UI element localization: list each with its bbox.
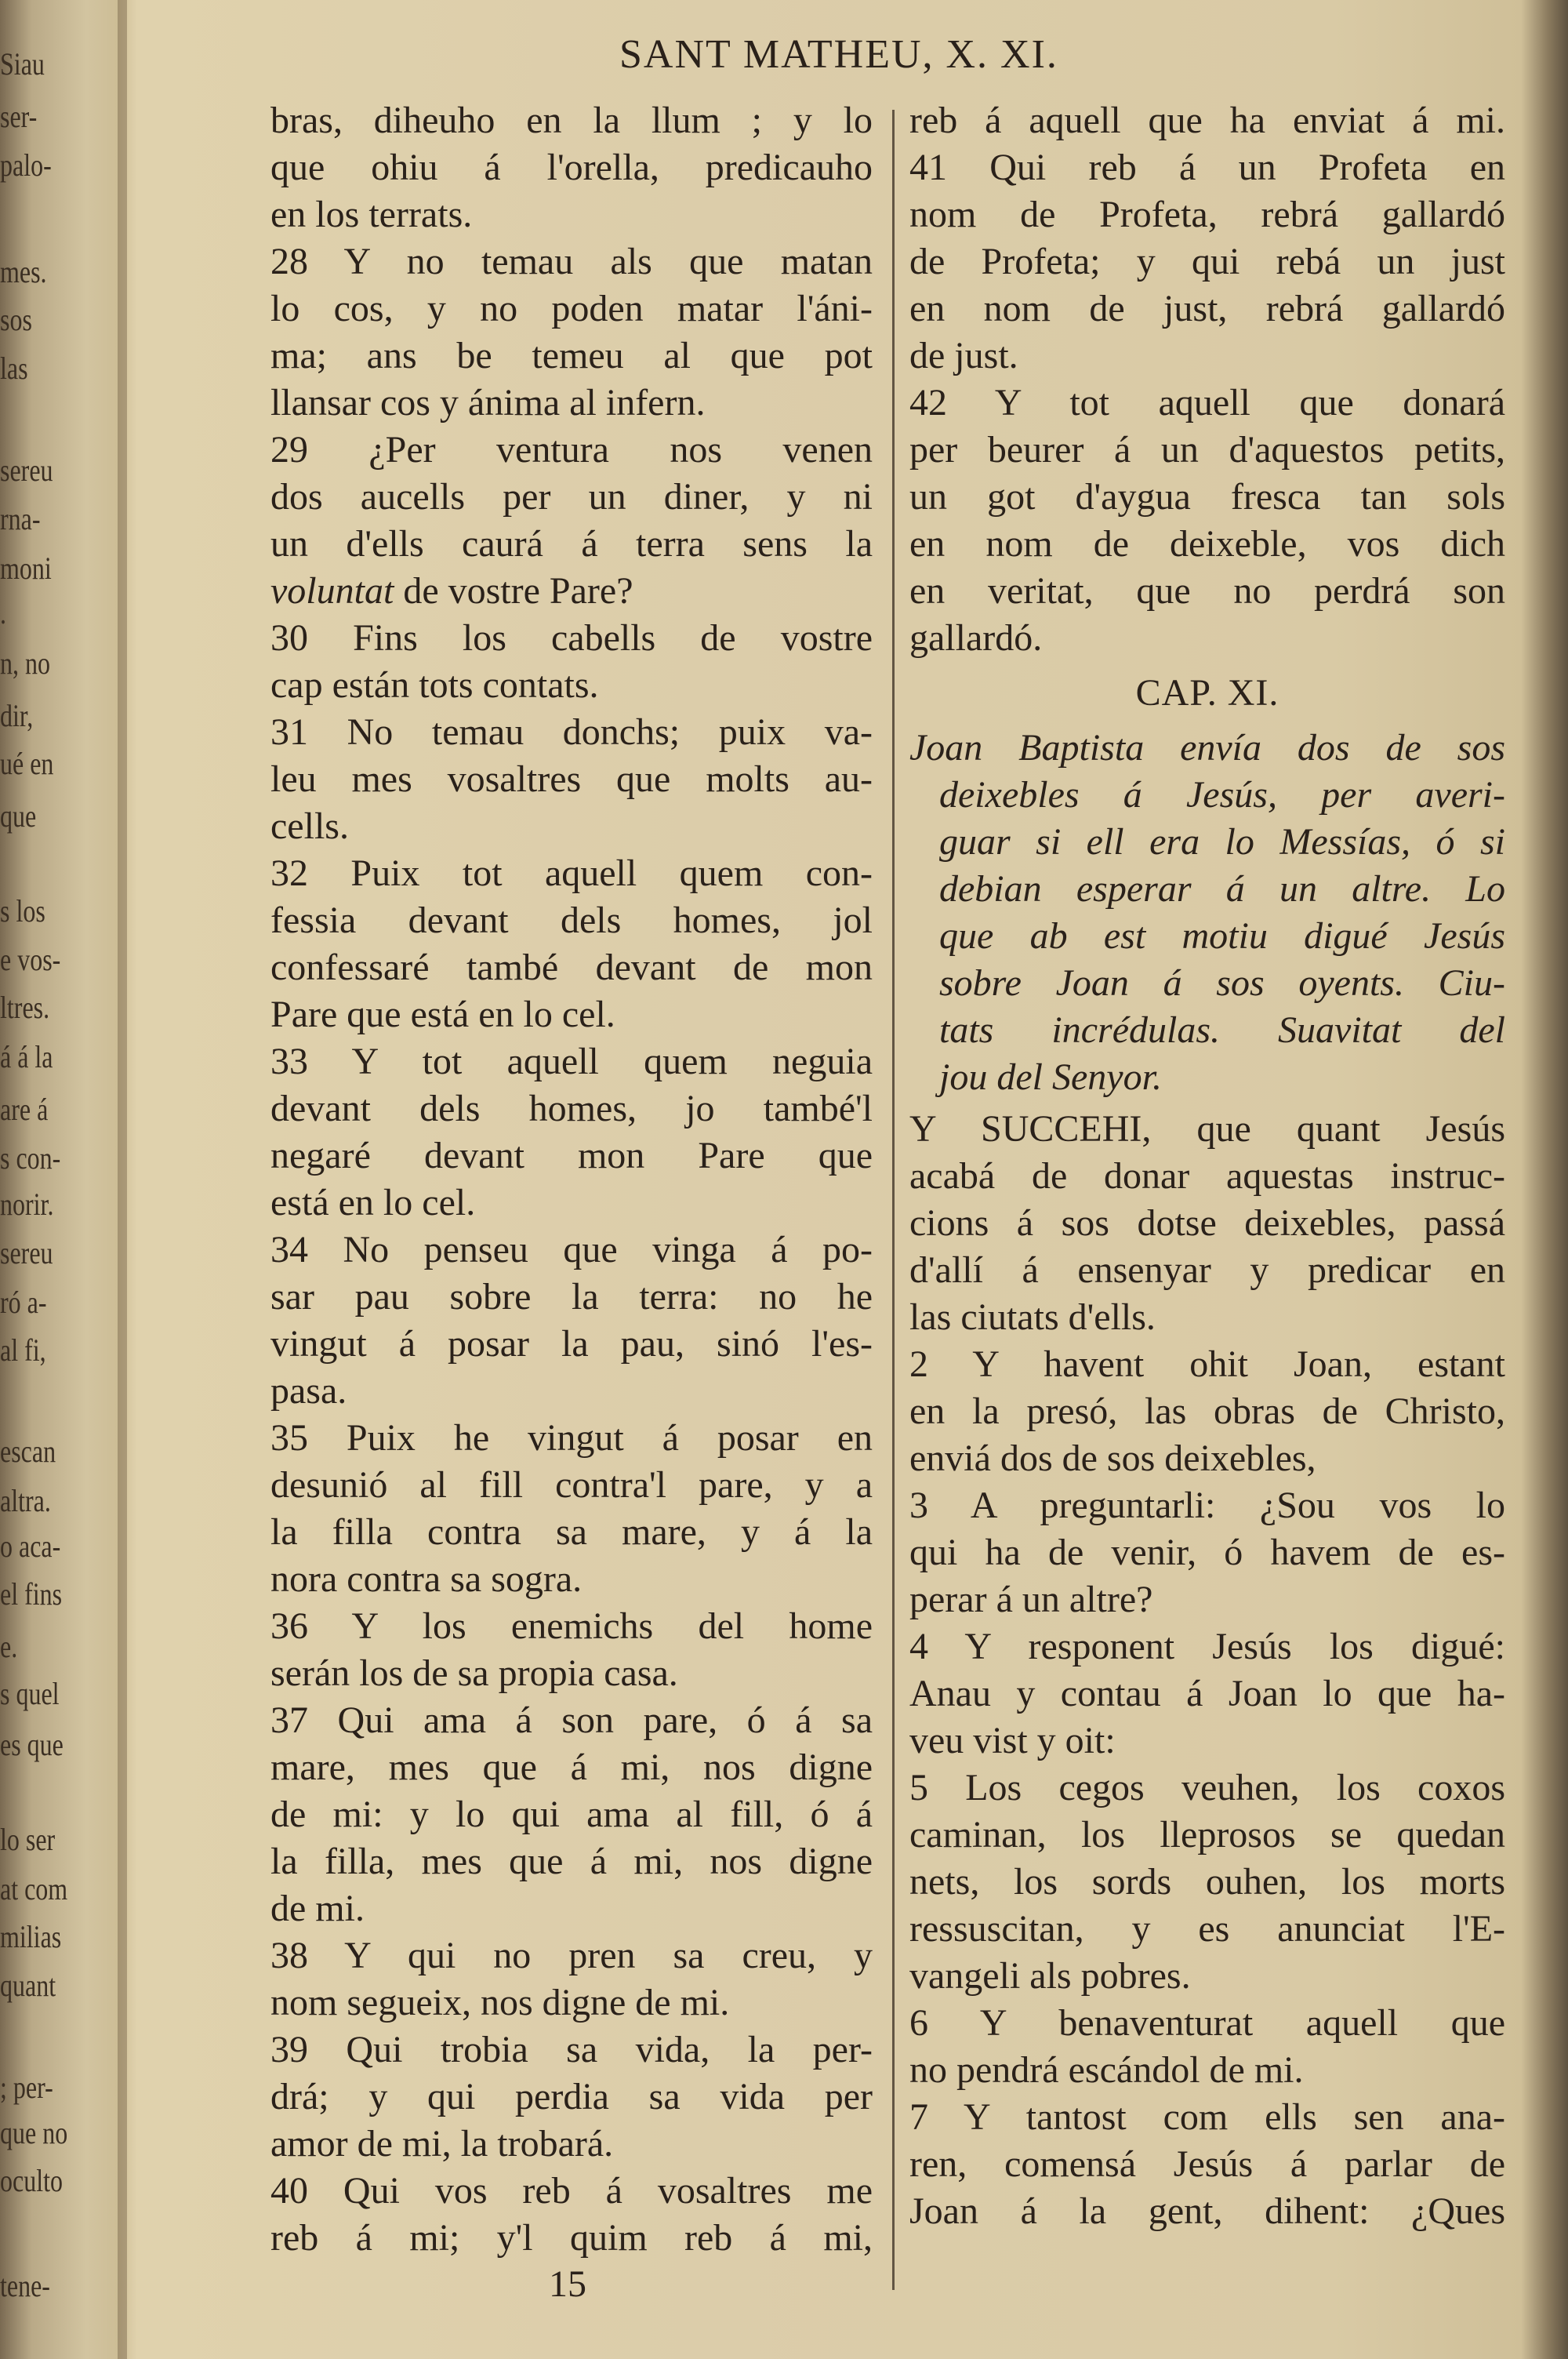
text-line: 4 Y responent Jesús los digué: [909, 1626, 1505, 1667]
facing-page-fragment: o aca- [0, 1528, 61, 1564]
text-line: de Profeta; y qui rebá un just [909, 241, 1505, 282]
text-line: nom de Profeta, rebrá gallardó [909, 194, 1505, 235]
summary-line: sobre Joan á sos oyents. Ciu- [939, 962, 1505, 1004]
facing-page-fragment: s con- [0, 1140, 61, 1176]
binding-shadow [118, 0, 127, 2359]
text-line: fessia devant dels homes, jol [270, 900, 873, 941]
text-line: llansar cos y ánima al infern. [270, 382, 706, 423]
text-line: 42 Y tot aquell que donará [909, 382, 1505, 423]
facing-page-fragment: at com [0, 1870, 68, 1906]
facing-page-fragment: tene- [0, 2268, 50, 2304]
text-line: serán los de sa propia casa. [270, 1652, 678, 1694]
facing-page-fragment: dir, [0, 697, 34, 733]
summary-line: guar si ell era lo Messías, ó si [939, 821, 1505, 863]
facing-page-fragment: ué en [0, 746, 54, 782]
text-line: en nom de deixeble, vos dich [909, 523, 1505, 565]
text-line: 36 Y los enemichs del home [270, 1605, 873, 1647]
facing-page-fragment: milias [0, 1919, 62, 1955]
summary-line: jou del Senyor. [939, 1056, 1162, 1098]
facing-page-fragment: mes. [0, 253, 47, 289]
text-line: 35 Puix he vingut á posar en [270, 1417, 873, 1459]
facing-page-fragment: moni [0, 550, 52, 586]
text-line: 33 Y tot aquell quem neguia [270, 1041, 873, 1082]
text-line: drá; y qui perdia sa vida per [270, 2076, 873, 2117]
italic-word: voluntat [270, 570, 394, 612]
facing-page-fragment: es que [0, 1726, 64, 1762]
text-line: en la presó, las obras de Christo, [909, 1390, 1505, 1432]
summary-line: que ab est motiu digué Jesús [939, 915, 1505, 957]
text-line: nora contra sa sogra. [270, 1558, 583, 1600]
facing-page-fragment: ; per- [0, 2070, 53, 2106]
facing-page-fragment: are á [0, 1092, 49, 1128]
text-line: en nom de just, rebrá gallardó [909, 288, 1505, 329]
text-line: cions á sos dotse deixebles, passá [909, 1202, 1505, 1244]
facing-page-fragment: sereu [0, 453, 53, 489]
facing-page-fragment: sereu [0, 1234, 53, 1270]
facing-page-fragment: á á la [0, 1039, 53, 1075]
facing-page-fragment: sos [0, 302, 32, 338]
text-line: las ciutats d'ells. [909, 1296, 1156, 1338]
facing-page-fragment: ser- [0, 99, 38, 135]
facing-page-fragment: las [0, 350, 28, 386]
facing-page-fragment: rna- [0, 500, 41, 536]
summary-line: deixebles á Jesús, per averi- [939, 774, 1505, 816]
summary-line: debian esperar á un altre. Lo [939, 868, 1505, 910]
summary-line: Joan Baptista envía dos de sos [909, 727, 1505, 769]
text-line: está en lo cel. [270, 1182, 476, 1223]
facing-page-fragment: e vos- [0, 941, 61, 977]
text-line: dos aucells per un diner, y ni [270, 476, 873, 518]
running-title: SANT MATHEU, X. XI. [619, 32, 1058, 77]
facing-page-fragment: altra. [0, 1483, 51, 1518]
text-span: de vostre Pare? [394, 570, 633, 612]
text-line: 3 A preguntarli: ¿Sou vos lo [909, 1485, 1505, 1526]
text-line: cells. [270, 805, 349, 847]
facing-page-fragment: ró a- [0, 1284, 47, 1320]
text-line: un got d'aygua fresca tan sols [909, 476, 1505, 518]
text-line: pasa. [270, 1370, 347, 1412]
page-number: 15 [549, 2263, 586, 2305]
text-line: ren, comensá Jesús á parlar de [909, 2143, 1505, 2185]
text-line: vangeli als pobres. [909, 1955, 1191, 1997]
text-line: 40 Qui vos reb á vosaltres me [270, 2170, 873, 2212]
column-divider [892, 110, 895, 2290]
text-line: 28 Y no temau als que matan [270, 241, 873, 282]
text-line: desunió al fill contra'l pare, y a [270, 1464, 873, 1506]
facing-page-fragment: s los [0, 893, 45, 929]
text-line: 6 Y benaventurat aquell que [909, 2002, 1505, 2044]
facing-page-fragment: norir. [0, 1187, 54, 1223]
text-line: Joan á la gent, dihent: ¿Ques [909, 2190, 1505, 2232]
text-line: perar á un altre? [909, 1579, 1153, 1620]
text-line: reb á mi; y'l quim reb á mi, [270, 2217, 873, 2259]
text-line: caminan, los lleprosos se quedan [909, 1814, 1505, 1856]
text-line: qui ha de venir, ó havem de es- [909, 1532, 1505, 1573]
facing-page-fragment: quant [0, 1967, 56, 2003]
text-line: Y SUCCEHI, que quant Jesús [909, 1108, 1505, 1150]
text-line: confessaré també devant de mon [270, 947, 873, 988]
text-line: reb á aquell que ha enviat á mi. [909, 100, 1505, 141]
facing-page-fragment: Siau [0, 46, 45, 82]
right-column [909, 97, 1505, 2235]
text-line: 38 Y qui no pren sa creu, y [270, 1935, 873, 1976]
text-line: que ohiu á l'orella, predicauho [270, 147, 873, 188]
text-line: la filla, mes que á mi, nos digne [270, 1841, 873, 1882]
text-line: 41 Qui reb á un Profeta en [909, 147, 1505, 188]
text-line: de mi. [270, 1888, 365, 1929]
text-line: veu vist y oit: [909, 1720, 1116, 1761]
left-column [270, 97, 873, 2262]
text-line: 29 ¿Per ventura nos venen [270, 429, 873, 471]
text-line: negaré devant mon Pare que [270, 1135, 873, 1176]
text-line: de mi: y lo qui ama al fill, ó á [270, 1794, 873, 1835]
facing-page-fragment: . [0, 595, 6, 631]
text-line: en veritat, que no perdrá son [909, 570, 1505, 612]
chapter-heading: CAP. XI. [1135, 672, 1279, 714]
text-line: mare, mes que á mi, nos digne [270, 1747, 873, 1788]
facing-page-fragment: el fins [0, 1576, 63, 1612]
text-line: nom segueix, nos digne de mi. [270, 1982, 730, 2023]
text-line: en los terrats. [270, 194, 473, 235]
text-line: 30 Fins los cabells de vostre [270, 617, 873, 659]
text-line: nets, los sords ouhen, los morts [909, 1861, 1505, 1903]
text-line: 37 Qui ama á son pare, ó á sa [270, 1699, 873, 1741]
text-line: sar pau sobre la terra: no he [270, 1276, 873, 1318]
facing-page-fragment: al fi, [0, 1332, 46, 1369]
text-line: ma; ans be temeu al que pot [270, 335, 873, 376]
text-line: de just. [909, 335, 1018, 376]
text-line: cap están tots contats. [270, 664, 599, 706]
text-line: no pendrá escándol de mi. [909, 2049, 1304, 2091]
facing-page-fragment: escan [0, 1433, 56, 1469]
text-line: gallardó. [909, 617, 1043, 659]
text-line: 34 No penseu que vinga á po- [270, 1229, 873, 1270]
text-line: 7 Y tantost com ells sen ana- [909, 2096, 1505, 2138]
verses-chapter-xi [909, 1106, 1505, 2235]
text-line: amor de mi, la trobará. [270, 2123, 614, 2165]
facing-page-fragment: e. [0, 1629, 18, 1665]
text-line: Anau y contau á Joan lo que ha- [909, 1673, 1505, 1714]
text-line: 32 Puix tot aquell quem con- [270, 852, 873, 894]
facing-page-fragment: que no [0, 2114, 68, 2150]
text-line: d'allí á ensenyar y predicar en [909, 1249, 1505, 1291]
facing-page-fragment: ltres. [0, 989, 50, 1025]
facing-page-fragment: oculto [0, 2162, 63, 2198]
text-line: devant dels homes, jo també'l [270, 1088, 873, 1129]
text-line: 5 Los cegos veuhen, los coxos [909, 1767, 1505, 1808]
summary-line: tats incrédulas. Suavitat del [939, 1009, 1505, 1051]
text-line: acabá de donar aquestas instruc- [909, 1155, 1505, 1197]
text-line: un d'ells caurá á terra sens la [270, 523, 873, 565]
facing-page-fragment: n, no [0, 645, 50, 681]
facing-page-fragment: s quel [0, 1675, 60, 1711]
facing-page-fragment: palo- [0, 147, 52, 183]
text-line: Pare que está en lo cel. [270, 994, 615, 1035]
text-line: 31 No temau donchs; puix va- [270, 711, 873, 753]
text-line: 39 Qui trobia sa vida, la per- [270, 2029, 873, 2070]
text-line: leu mes vosaltres que molts au- [270, 758, 873, 800]
text-line: la filla contra sa mare, y á la [270, 1511, 873, 1553]
text-line: ressuscitan, y es anunciat l'E- [909, 1908, 1505, 1950]
text-line: enviá dos de sos deixebles, [909, 1438, 1316, 1479]
text-line: lo cos, y no poden matar l'áni- [270, 288, 873, 329]
facing-page-fragment: lo ser [0, 1821, 56, 1857]
text-line [270, 568, 873, 615]
facing-page-fragment: que [0, 798, 37, 834]
text-line: per beurer á un d'aquestos petits, [909, 429, 1505, 471]
verses-chapter-x [909, 97, 1505, 662]
text-line: 2 Y havent ohit Joan, estant [909, 1343, 1505, 1385]
text-line: vingut á posar la pau, sinó l'es- [270, 1323, 873, 1365]
chapter-summary [909, 725, 1505, 1101]
text-line: bras, diheuho en la llum ; y lo [270, 100, 873, 141]
